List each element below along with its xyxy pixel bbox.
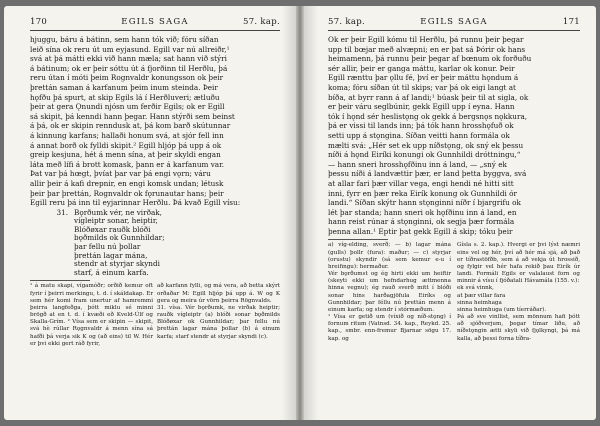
- running-title: EGILS SAGA: [121, 17, 189, 27]
- body-paragraph: hjuggu, báru á bátinn, sem hann tók við; fóru síðan leið sína ok reru út um eyjasund. Egill var nú allreiðr,¹ svá at þá mátti ekki við hann mæla; sat hann við stýri á bátinum; ok er þeir sóttu út á fjorðinn til Herðlu, þá reru útan í móti þeim Rognvaldr konungsson ok þeir þrettán saman á karfanum þeim inum steinda. Þeir hǫfðu þá spurt, at skip Egils lá í Herðluveri; ætluðu þeir at gera Ǫnundi njósn um ferðir Egils; ok er Egill sá skipit, þá kenndi hann þegar. Hann stýrði sem beinst á þá, ok er skipin renndusk at, þá kom barð skútunnar á kinnung karfans; hallaði honum svá, at sjór fell inn á annat borð ok fylldi skipit.² Egill hljóp þá upp á ok greip kesjuna, hét á menn sína, at þeir skyldi engan láta með lífi á brott komask, þann er á karfanum var. Þat var þá hœgt, þvíat þar var þá engi vǫrn; váru allir þeir á kafi drepnir, en engi komsk undan; létusk þeir þar þrettán, Rognvaldr ok fǫrunautar hans; þeir Egill reru þá inn til eyjarinnar Herðlu. Þá kvað Egill vísu:: [30, 35, 241, 208]
- page-number: 170: [30, 17, 48, 27]
- right-footnotes: [328, 239, 580, 342]
- footnote-column-left: a) víg-elding, sverð; — b) lagar mána (gulls) þollr (fura): maður; — c) styrjar (orustu) skyndir (sá sem kemur e-u í hreifingu): hermaður. Vér bǫrðumst og ég hirti ekki um heiftir (skeyti ekki um hefndarhug ættmenna hinna vegnu); ég rauð sverð mitt í blóði sonar hins harðagjöfula Eiríks og Gunnhildar; þar féllu nú þrettán menn á einum karfa; og stendr í stórmæðum. ¹ Vísa er getið um (víxið og níð-stǫng) í fornum ritum (Vatnsd. 34. kap., Reykd. 25. kap., smbr. enn-fremur Bjarnar sögu 17. kap. og: [328, 242, 451, 342]
- book-gutter: [296, 6, 304, 420]
- footnote-column-right: Gísla s. 2. kap.). Hvergi er þvi lýst næmri eins vel og hér, því að hér má sjá, að það er tíðrastöfðb, sem á að vekja út hrossið, og fylgir vel hér hafa rekið þau Eirík úr landi. Formáli Egils er valalaust forn og minnir á vísu í fjóðatali Hávamála (155. v.): ek svá vinnk, at þær villar fara sinna heimhaga sinna heimhuga (um tíerráðar). Þá að sve vinllist, sem mönnum hafi þótt að sjóðverjum, þegar tímar liðu, að níðstǫngin ætti skyli við fjǫlkyngi, þá má kalla, að þessi forna tíðra-: [457, 242, 580, 342]
- footnote-rule: [30, 280, 90, 281]
- footnote-column-right: að karfann fylli, og má vera, að betta skýrt orðaðar M: Egill hljóp þá upp á. W og K gera og meira úr vörn þeirra Rögnvalds. 31. vísa. Vér bǫrðumk, ne virðak heiptir; rauðk vígleiptr (a) blóði sonar bǫðmilds Blóðøxar ok Gunnhildar; þar fellu nú þrettán lagar mána þollar (b) á einum karfa; starf stendr at styrjar skyndi (c).: [157, 283, 280, 340]
- right-running-head: [328, 16, 580, 31]
- verse-block: [30, 209, 280, 278]
- left-footnotes: [30, 280, 280, 347]
- body-paragraph: Ok er þeir Egill kómu til Herðlu, þá runnu þeir þegar upp til bœjar með alvæpni; en er þat sá Þórir ok hans heimamenn, þá runnu þeir þegar af bœnum ok forðuðu sér allir, þeir er ganga máttu, karlar ok konur. Þeir Egill rænttu þar ǫllu fé, því er þeir máttu hǫndum á koma; fóru síðan út til skips; var þá ok eigi langt at bíða, at byrr rann á af landi;¹ búask þeir til at sigla, ok er þeir váru seglbúnir, gekk Egill upp í eyna. Hann tók í hǫnd sér heslistǫng ok gekk á bergsnǫs nǫkkura, þá er vissi til lands inn; þá tók hann hrosshǫfuð ok setti upp á stǫngina. Síðan veitti hann formála ok mælti svá: „Hér set ek upp níðstǫng, ok sný ek þessu níði á hǫnd Eiríki konungi ok Gunnhildi dróttningu,“ — hann sneri hrosshǫfðinu inn á land, — „sný ek þessu níði á landvættir þær, er land þetta byggva, svá at allar fari þær villar vega, engi hendi né hitti sitt inni, fyrr en þær reka Eirík konung ok Gunnhildi ór landi.“ Síðan skýtr hann stǫnginni níðr í bjargrifu ok lét þar standa; hann sneri ok hǫfðinu inn á land, en hann reist rúnar á stǫnginni, ok segja þær formála þenna allan.¹ Eptir þat gekk Egill á skip; tóku þeir: [328, 35, 532, 236]
- footnote-column-left: ¹ á matu skapi, vígamóðr; orðið kemur oft fyrir í þeirri merkingu, t. d. í skáldakap. Er sem hér komi fram unertur af hamremmi þeirra langfeðga, þótt miklu sé minni brögð at en t. d. í kvæði eð Kveld-Úlf og Skalla-Grím. ² Vísa sem er skipin — skipit, svá hè rúllar Rǫgnvaldr á menn sína sá hafði þá verja sik K og (að eins) til W. Hér er þvi ekki gert ráð fyrir,: [30, 283, 153, 347]
- left-running-head: [30, 16, 280, 31]
- verse-number: 31.: [56, 207, 68, 217]
- right-body-text: [328, 35, 580, 236]
- running-title: EGILS SAGA: [420, 17, 488, 27]
- footnote-rule: [328, 239, 388, 240]
- chapter-ref: 57. kap.: [328, 17, 365, 27]
- left-page: [4, 6, 296, 420]
- chapter-ref: 57. kap.: [243, 17, 280, 27]
- page-number: 171: [562, 17, 580, 27]
- verse-lines: Bǫrðumk vér, ne virðak, vígleiptr sonar, heiptir, Blóðøxar rauðk blóði bǫðmilds ok Gunnhildar; þar fellu nú þollar þrettán lagar mána, stendr at styrjar skyndi starf, á einum karfa.: [74, 207, 165, 277]
- left-body-text: [30, 35, 280, 208]
- right-page: [304, 6, 596, 420]
